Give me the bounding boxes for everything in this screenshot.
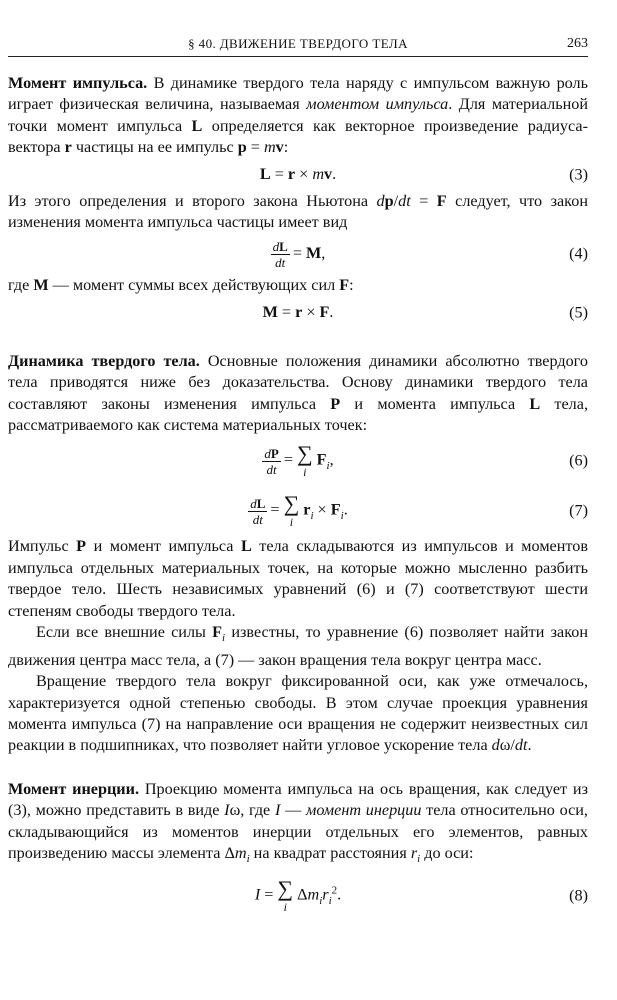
equation-5: M = r × F. (5) <box>8 297 588 329</box>
paragraph-newton: Из этого определения и второго закона Ньютона dp/dt = F следует, что закон изменения момента импульса частицы имеет вид <box>8 191 588 232</box>
paragraph-momentum-sum: Импульс P и момент импульса L тела складываются из импульсов и моментов импульса отдельных материальных точек, на которые можно мысленно разбить твердое тело. Шесть независимых уравнений (6) и (7) соответствуют шести степеням свободы твердого тела. <box>8 537 589 620</box>
paragraph-inertia: Момент инерции. Проекцию момента импульса на ось вращения, как следует из (3), можно представить в виде Iω, где I — момент инерции тела относительно оси, складывающийся из моментов инерции отдельных его элементов, равных произведению массы элемента $\Delta m_i$ на квадрат расстояния $r_i$ до оси: <box>8 779 588 866</box>
section-heading-angular-momentum: Момент импульса. <box>8 74 148 92</box>
equation-7: $\frac{dL}{dt}$ = ∑ i $r_i \times F_i$. (7) <box>250 491 588 530</box>
paragraph-external-forces: Если все внешние силы $F_i$ известны, то уравнение (6) позволяет найти закон движения центра масс тела, а (7) — закон вращения тела вокруг центра масс. <box>8 623 588 669</box>
page-number: 263 <box>567 36 588 51</box>
paragraph-rigid-body: Динамика твердого тела. Основные положения динамики абсолютно твердого тела приводятся ниже без доказательства. Основу динамики твердого тела составляют законы изменения импульса P и момента импульса L тела, рассматриваемого как система материальных точек: <box>8 351 588 435</box>
equation-4-label: (4) <box>569 244 588 263</box>
running-header <box>8 36 588 57</box>
equation-4: $\frac{dL}{dt}$ = M, (4) <box>272 238 588 270</box>
equation-8-label: (8) <box>569 885 588 904</box>
page-body <box>8 73 588 921</box>
equation-6-label: (6) <box>569 451 588 470</box>
section-heading-rigid-body: Динамика твердого тела. <box>8 351 200 370</box>
equation-8: I = ∑ i $\Delta m_ir_i^2$. (8) <box>254 875 588 914</box>
term-angular-momentum: моментом импульса <box>306 95 449 114</box>
equation-3: L = r × mv. (3) <box>8 159 588 191</box>
equation-5-label: (5) <box>569 303 588 322</box>
section-heading-inertia: Момент инерции. <box>8 779 140 798</box>
equation-3-label: (3) <box>569 164 588 183</box>
paragraph-fixed-axis: Вращение твердого тела вокруг фиксированной оси, как уже отмечалось, характеризуется одной степенью свободы. В этом случае проекция уравнения момента импульса (7) на направление оси вращения не содержит неизвестных сил реакции в подшипниках, что позволяет найти угловое ускорение тела dω/dt. <box>8 672 588 755</box>
paragraph-torque: где M — момент суммы всех действующих сил F: <box>8 276 354 295</box>
equation-7-label: (7) <box>569 501 588 520</box>
term-moment-of-inertia: момент инерции <box>306 801 422 820</box>
paragraph-angular-momentum: Момент импульса. В динамике твердого тела наряду с импульсом важную роль играет физическая величина, называемая моментом импульса. Для материальной точки момент импульса L определяется как векторное произведение радиуса-вектора r частицы на ее импульс p = mv: <box>8 74 589 157</box>
running-title: § 40. ДВИЖЕНИЕ ТВЕРДОГО ТЕЛА <box>188 36 408 51</box>
equation-6: $\frac{dP}{dt}$ = ∑ i $F_i$, (6) <box>264 441 588 480</box>
